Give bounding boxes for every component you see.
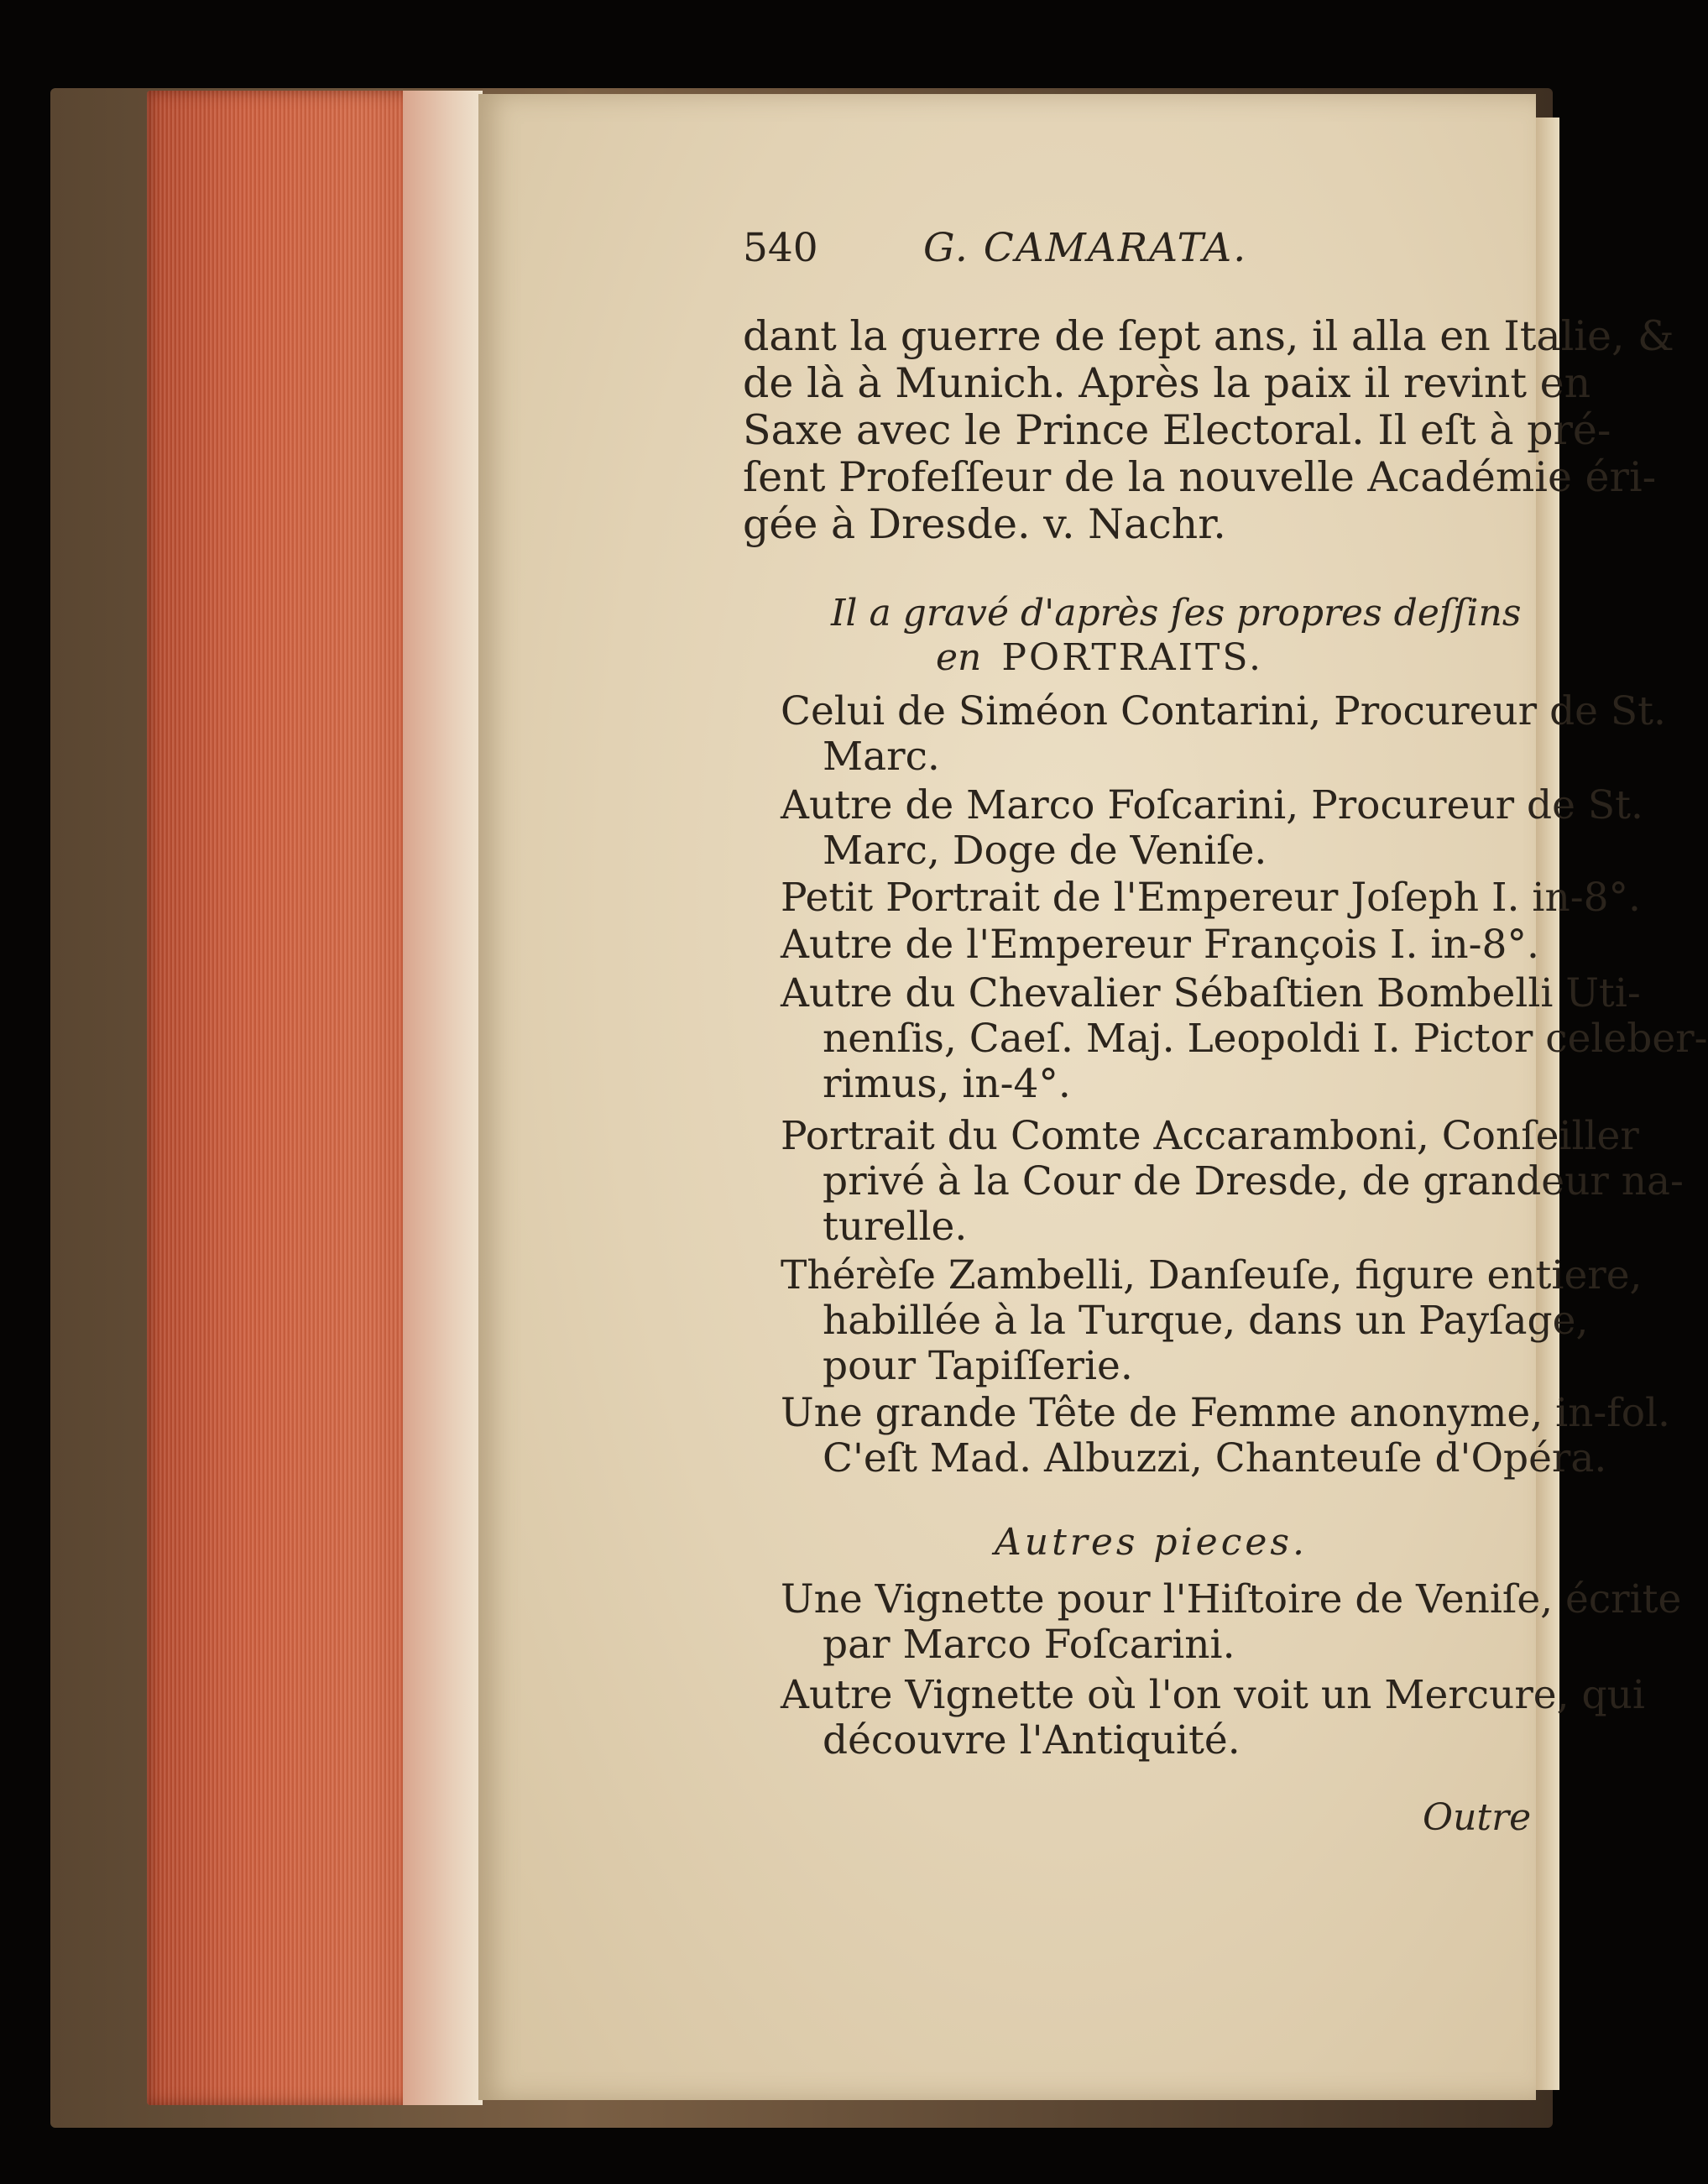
entry-line: Portrait du Comte Accaramboni, Conſeiller: [781, 1113, 1639, 1159]
catchword: Outre: [1423, 1796, 1532, 1839]
entry-line: rimus, in-4°.: [823, 1061, 1071, 1107]
entry-line: nenſis, Caeſ. Maj. Leopoldi I. Pictor celeber-: [823, 1016, 1708, 1062]
entry-line: par Marco Foſcarini.: [823, 1622, 1235, 1668]
entry-line: Autre de Marco Foſcarini, Procureur de St.: [781, 782, 1643, 828]
heading-caps: PORTRAITS.: [1001, 636, 1263, 679]
intro-line: de là à Munich. Après la paix il revint en: [743, 359, 1591, 407]
entry-line: Petit Portrait de l'Empereur Joſeph I. in-8°.: [781, 875, 1641, 921]
entry-line: Autre Vignette où l'on voit un Mercure, qui: [781, 1672, 1645, 1718]
intro-line: dant la guerre de ſept ans, il alla en Italie, &: [743, 312, 1674, 360]
page-edges-inner: [403, 91, 483, 2105]
entry-line: Autre de l'Empereur François I. in-8°.: [781, 922, 1539, 968]
entry-line: Marc.: [823, 734, 940, 780]
intro-line: gée à Dresde. v. Nachr.: [743, 500, 1226, 548]
page-number: 540: [743, 225, 818, 271]
entry-line: habillée à la Turque, dans un Payſage,: [823, 1298, 1589, 1344]
running-title: G. CAMARATA.: [923, 225, 1248, 271]
entry-line: Autre du Chevalier Sébaſtien Bombelli Uti-: [781, 970, 1641, 1016]
entry-line: Une Vignette pour l'Hiſtoire de Veniſe, écrite: [781, 1576, 1682, 1622]
entry-line: Marc, Doge de Veniſe.: [823, 828, 1267, 874]
section-heading-other: Autres pieces.: [995, 1521, 1308, 1564]
intro-line: Saxe avec le Prince Electoral. Il eſt à pré-: [743, 406, 1611, 454]
entry-line: turelle.: [823, 1204, 968, 1250]
intro-line: ſent Profeſſeur de la nouvelle Académie éri-: [743, 453, 1657, 501]
entry-line: C'eſt Mad. Albuzzi, Chanteuſe d'Opéra.: [823, 1435, 1607, 1481]
entry-line: privé à la Cour de Dresde, de grandeur na-: [823, 1158, 1684, 1204]
entry-line: pour Tapiſſerie.: [823, 1343, 1133, 1389]
section-heading-portraits-2: [936, 636, 1263, 679]
heading-prefix: en: [936, 636, 982, 679]
entry-line: Une grande Tête de Femme anonyme, in-fol.: [781, 1390, 1670, 1436]
entry-line: Celui de Siméon Contarini, Procureur de St.: [781, 688, 1666, 734]
entry-line: découvre l'Antiquité.: [823, 1717, 1241, 1763]
section-heading-portraits: Il a gravé d'après ſes propres deſſins: [831, 592, 1522, 635]
entry-line: Thérèſe Zambelli, Danſeuſe, figure entiere,: [781, 1252, 1643, 1298]
